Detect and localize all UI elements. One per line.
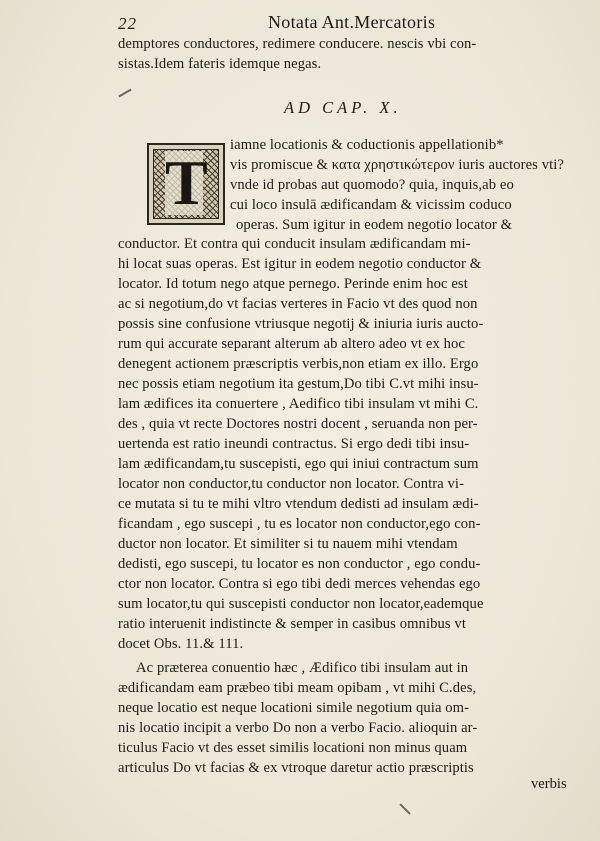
ink-mark: [118, 89, 131, 98]
text-line: des , quia vt recte Doctores nostri docent , seruanda non per-: [118, 416, 478, 432]
text-line: locator non conductor,tu conductor non locator. Contra vi-: [118, 476, 465, 492]
text-line: vnde id probas aut quomodo? quia, inquis,ab eo: [230, 177, 514, 193]
text-line: cui loco insulā ædificandam & vicissim coduco: [230, 197, 512, 213]
text-line: operas. Sum igitur in eodem negotio locator &: [236, 217, 513, 233]
text-line: articulus Do vt facias & ex vtroque daretur actio præscriptis: [118, 760, 474, 776]
text-line: ædificandam eam præbeo tibi meam opibam , vt mihi C.des,: [118, 680, 477, 696]
page-header: [0, 10, 600, 36]
text-line: possis sine confusione vtriusque negotij & iniuria iuris aucto-: [118, 316, 484, 332]
initial-letter: T: [165, 147, 208, 218]
text-line: conductor. Et contra qui conducit insulam ædificandam mi-: [118, 236, 471, 252]
text-line: docet Obs. 11.& 111.: [118, 636, 244, 652]
text-line: Ac præterea conuentio hæc , Ædifico tibi insulam aut in: [136, 660, 469, 676]
text-line: rum qui accurate separant alterum ab altero adeo vt ex hoc: [118, 336, 465, 352]
text-line: ductor non locator. Et similiter si tu nauem mihi vtendam: [118, 536, 458, 552]
text-line: lam ædifices ita conuertere , Aedifico tibi insulam vt mihi C.: [118, 396, 479, 412]
text-line: dedisti, ego suscepi, tu locator es non conductor , ego condu-: [118, 556, 481, 572]
text-line: vis promiscue & κατα χρηστικώτερον iuris auctores vti?: [230, 157, 564, 173]
text-line: iamne locationis & coductionis appellationib*: [230, 137, 504, 153]
text-line: lam ædificandam,tu suscepisti, ego qui iniui contractum sum: [118, 456, 479, 472]
text-line: sum locator,tu qui suscepisti conductor non locator,eademque: [118, 596, 484, 612]
text-line: uertenda est ratio ineundi contractus. Si ergo dedi tibi insu-: [118, 436, 470, 452]
text-line: ctor non locator. Contra si ego tibi dedi merces vehendas ego: [118, 576, 481, 592]
ink-mark: [399, 803, 410, 814]
text-line: demptores conductores, redimere conducere. nescis vbi con-: [118, 36, 477, 52]
text-line: sistas.Idem fateris idemque negas.: [118, 56, 322, 72]
text-line: ac si negotium,do vt facias verteres in Facio vt des quod non: [118, 296, 478, 312]
chapter-heading: AD CAP. X.: [284, 98, 402, 117]
text-line: nis locatio incipit a verbo Do non a verbo Facio. alioquin ar-: [118, 720, 478, 736]
text-line: locator. Id totum nego atque pernego. Perinde enim hoc est: [118, 276, 468, 292]
text-line: ratio interuenit indistincte & semper in casibus omnibus vt: [118, 616, 466, 632]
running-title: Notata Ant.Mercatoris: [268, 12, 436, 32]
text-line: nec possis etiam negotium ita gestum,Do tibi C.vt mihi insu-: [118, 376, 479, 392]
text-line: ce mutata si tu te mihi vltro vtendum dedisti ad insulam ædi-: [118, 496, 479, 512]
text-line: ticulus Facio vt des esset similis locationi non minus quam: [118, 740, 468, 756]
text-line: hi locat suas operas. Est igitur in eodem negotio conductor &: [118, 256, 482, 272]
text-line: neque locatio est neque locationi simile negotium quia om-: [118, 700, 470, 716]
page-number: 22: [118, 14, 137, 33]
text-line: denegent actionem præscriptis verbis,non etiam ex illo. Ergo: [118, 356, 479, 372]
text-line: ficandam , ego suscepi , tu es locator non conductor,ego con-: [118, 516, 481, 532]
decorated-initial: [147, 143, 225, 225]
catchword: verbis: [531, 776, 567, 792]
